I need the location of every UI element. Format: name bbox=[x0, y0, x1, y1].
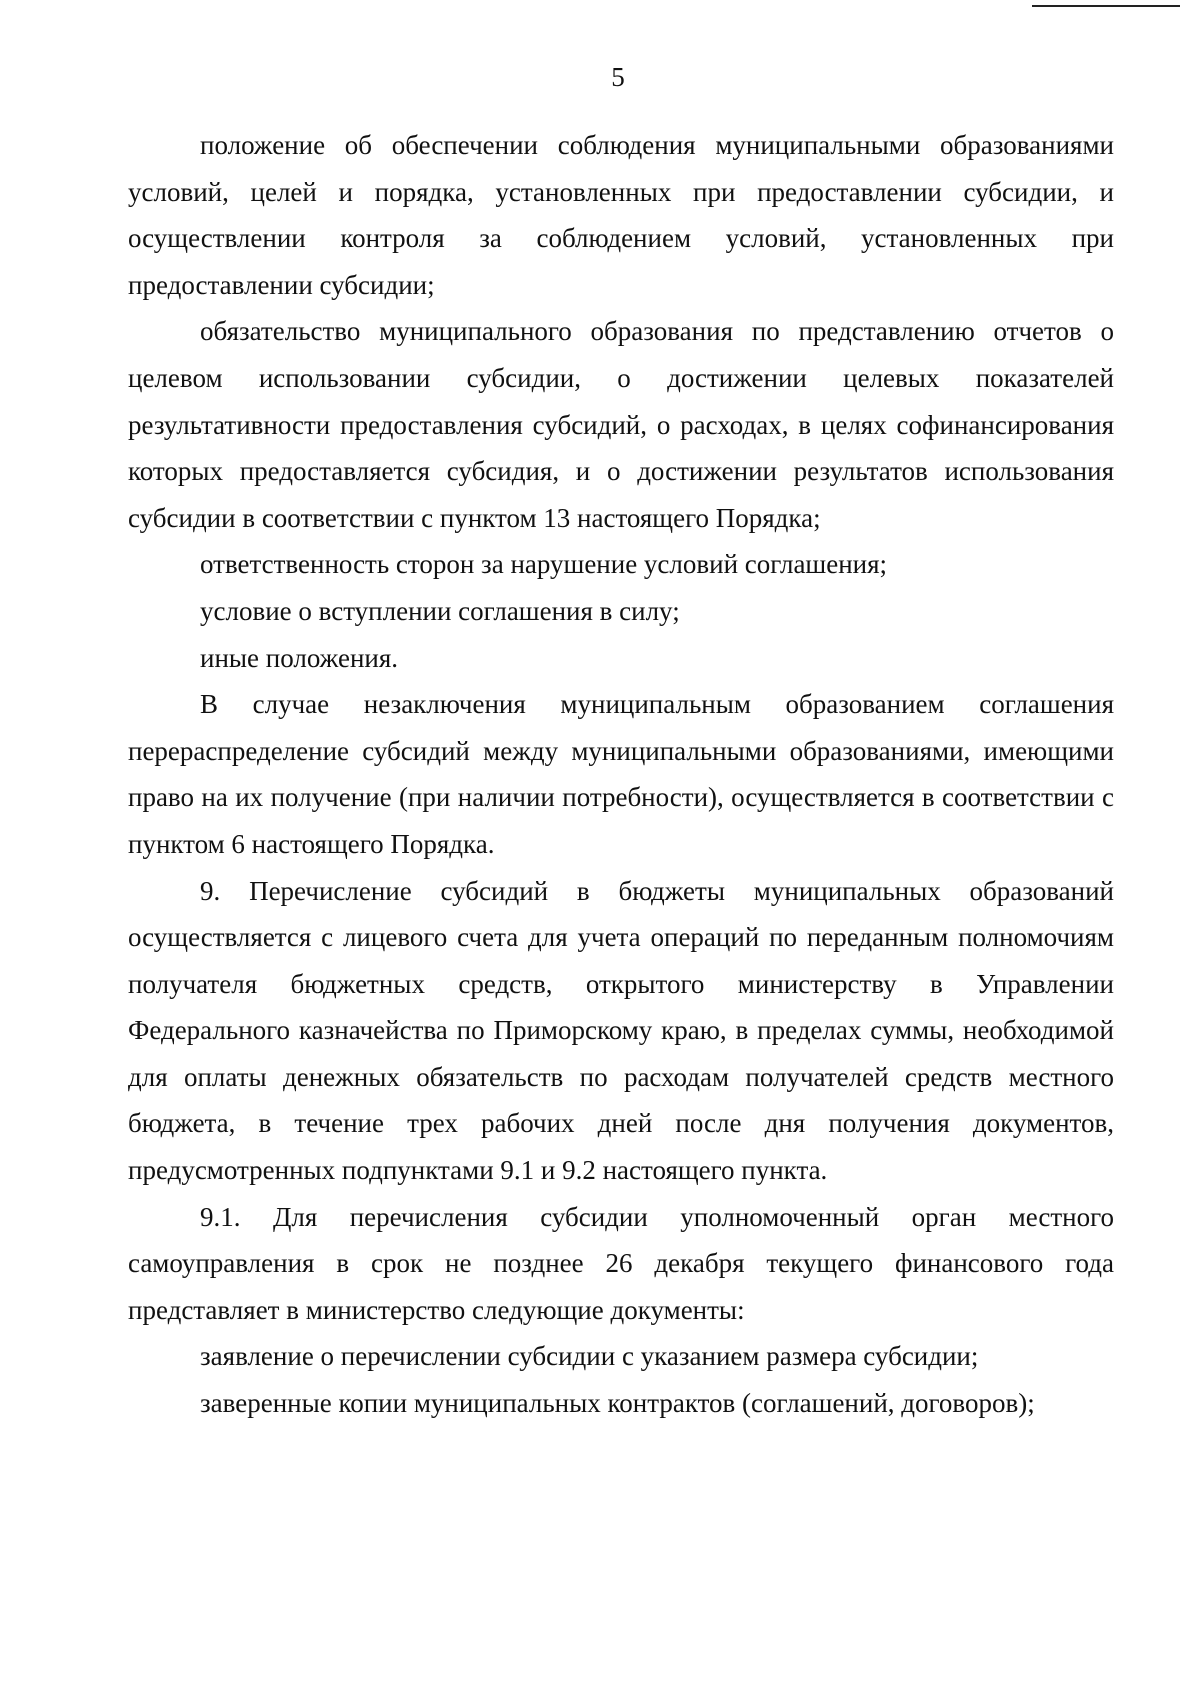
paragraph-application: заявление о перечислении субсидии с указанием размера субсидии; bbox=[200, 1341, 979, 1372]
paragraph-redistribution: В случае незаключения муниципальным образованием соглашения перераспределение субсидий между муниципальными образованиями, имеющими право на их получение (при наличии потребности), осуществляется в соответствии с пунктом 6 настоящего Порядка. bbox=[128, 689, 1114, 859]
paragraph-item-9-1: 9.1. Для перечисления субсидии уполномоченный орган местного самоуправления в срок не позднее 26 декабря текущего финансового года представляет в министерство следующие документы: bbox=[128, 1201, 1114, 1325]
page-number: 5 bbox=[611, 62, 625, 92]
paragraph-other-provisions: иные положения. bbox=[200, 642, 399, 673]
paragraph-entry-into-force: условие о вступлении соглашения в силу; bbox=[200, 595, 680, 626]
paragraph-item-9: 9. Перечисление субсидий в бюджеты муниципальных образований осуществляется с лицевого счета для учета операций по переданным полномочиям получателя бюджетных средств, открытого министерству в Управлении Федерального казначейства по Приморскому краю, в пределах суммы, необходимой для оплаты денежных обязательств по расходам получателей средств местного бюджета, в течение трех рабочих дней после дня получения документов, предусмотренных подпунктами 9.1 и 9.2 настоящего пункта. bbox=[128, 875, 1114, 1186]
paragraph-liability: ответственность сторон за нарушение условий соглашения; bbox=[200, 549, 888, 580]
paragraph-monitoring-provision: положение об обеспечении соблюдения муниципальными образованиями условий, целей и порядка, установленных при предоставлении субсидии, и осуществлении контроля за соблюдением условий, установленных при предоставлении субсидии; bbox=[128, 130, 1114, 300]
document-body bbox=[128, 122, 1114, 1427]
paragraph-reporting-obligation: обязательство муниципального образования по представлению отчетов о целевом использовании субсидии, о достижении целевых показателей результативности предоставления субсидий, о расходах, в целях софинансирования которых предоставляется субсидия, и о достижении результатов использования субсидии в соответствии с пунктом 13 настоящего Порядка; bbox=[128, 316, 1114, 533]
top-rule bbox=[1032, 5, 1180, 7]
paragraph-contract-copies: заверенные копии муниципальных контрактов (соглашений, договоров); bbox=[200, 1388, 1035, 1419]
